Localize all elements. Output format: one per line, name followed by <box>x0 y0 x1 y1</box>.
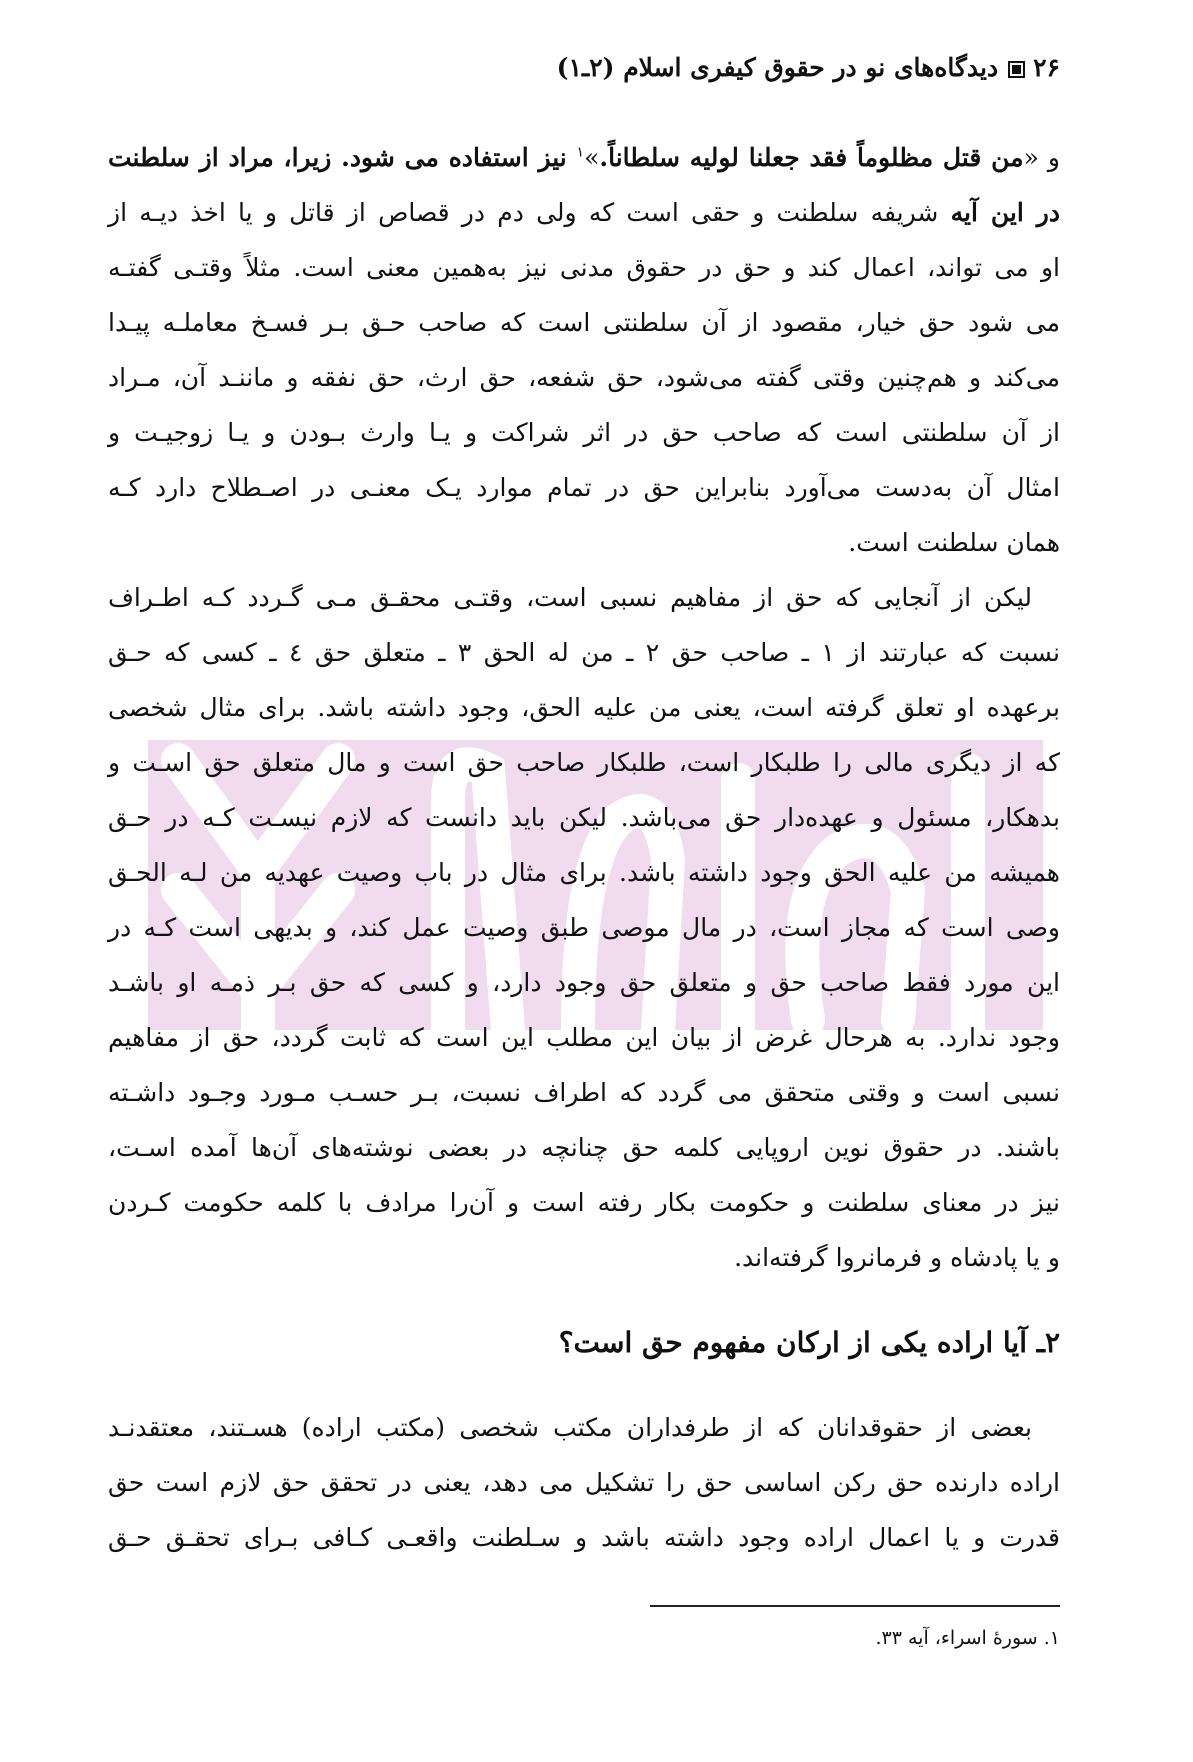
section-heading: ۲ـ آیا اراده یکی از ارکان مفهوم حق است؟ <box>558 1326 1060 1359</box>
text-segment: می شود حق خیار، مقصود از آن سلطنتی است که صاحب حـق بـر فسـخ معاملـه پیـدا <box>108 308 1060 337</box>
text-segment: » <box>584 143 600 172</box>
page-number: ۲۶ <box>1033 53 1060 82</box>
text-segment: از آن سلطنتی است که صاحب حق در اثر شراکت و یـا وارث بـودن و یـا زوجیـت و <box>108 418 1060 447</box>
text-segment: و « <box>1023 143 1060 172</box>
text-line <box>108 515 1060 570</box>
paragraph-1 <box>108 130 1060 570</box>
text-segment: شریفه سلطنت و حقی است که ولی دم در قصاص از قاتل و یا اخذ دیـه از <box>108 198 951 227</box>
text-line: نسبت که عبارتند از ۱ ـ صاحب حق ۲ ـ من له الحق ۳ ـ متعلق حق ٤ ـ کسی که حـق <box>108 638 1060 667</box>
text-segment: او می تواند، اعمال کند و حق در حقوق مدنی نیز به‌همین معنی است. مثلاً وقتـی گفتـه <box>108 253 1060 282</box>
text-line: که از دیگری مالی را طلبکار است، طلبکار صاحب حق است و مال متعلق حق اسـت و <box>108 748 1060 777</box>
text-line: وجود ندارد. به هرحال غرض از بیان این مطلب این است که ثابت گردد، حق از مفاهیم <box>108 1023 1060 1052</box>
text-line: وصی است که مجاز است، در مال موصی طبق وصیت عمل کند، و بدیهی است کـه در <box>108 913 1060 942</box>
text-line: لیکن از آنجایی که حق از مفاهیم نسبی است، وقتـی محقـق مـی گـردد کـه اطـراف <box>108 583 1032 612</box>
book-title: دیدگاه‌های نو در حقوق کیفری اسلام (۲ـ۱) <box>556 53 999 82</box>
footnote: ۱. سورهٔ اسراء، آیه ۳۳. <box>875 1627 1060 1649</box>
text-segment: می‌کند و هم‌چنین وقتی گفته می‌شود، حق شفعه، حق ارث، حق نفقه و ماننـد آن، مـراد <box>108 363 1060 392</box>
footnote-divider <box>650 1605 1060 1607</box>
footnote-marker: ۱ <box>576 144 585 161</box>
text-line: و یا پادشاه و فرمانروا گرفته‌اند. <box>734 1243 1060 1272</box>
text-line: بدهکار، مسئول و عهده‌دار حق می‌باشد. لیکن باید دانست که لازم نیسـت کـه در حـق <box>108 803 1060 832</box>
text-segment: در این آیه <box>950 198 1061 227</box>
text-line: بعضی از حقوقدانان که از طرفداران مکتب شخصی (مکتب اراده) هسـتند، معتقدنـد <box>108 1413 1032 1442</box>
text-line: قدرت و یا اعمال اراده وجود داشته باشد و سـلطنت واقعـی کـافی بـرای تحقـق حـق <box>108 1523 1060 1552</box>
text-line <box>108 130 1060 185</box>
main-text <box>108 130 1060 1285</box>
text-line <box>108 185 1060 240</box>
text-line: این مورد فقط صاحب حق و متعلق حق وجود دارد، و کسی که حق بـر ذمـه او باشـد <box>108 968 1060 997</box>
text-line <box>108 240 1060 295</box>
text-line: برعهده او تعلق گرفته است، یعنی من علیه الحق، وجود داشته باشد. برای مثال شخصی <box>108 693 1060 722</box>
paragraph-2 <box>108 570 1060 1285</box>
text-segment: امثال آن به‌دست می‌آورد بنابراین حق در تمام موارد یـک معنـی در اصـطلاح دارد کـه <box>108 473 1060 502</box>
text-line: اراده دارنده حق رکن اساسی حق را تشکیل می دهد، یعنی در تحقق حق لازم است حق <box>108 1468 1060 1497</box>
text-line <box>108 405 1060 460</box>
text-segment: من قتل مظلوماً فقد جعلنا لولیه سلطاناً. <box>599 143 1024 172</box>
text-line <box>108 295 1060 350</box>
text-line: نیز در معنای سلطنت و حکومت بکار رفته است و آن‌را مرادف با کلمه حکومت کـردن <box>108 1188 1060 1217</box>
text-line: نسبی است و وقتی متحقق می گردد که اطراف نسبت، بـر حسـب مـورد وجـود داشـته <box>108 1078 1060 1107</box>
text-line: همیشه من علیه الحق وجود داشته باشد. برای مثال در باب وصیت عهدیه من لـه الحـق <box>108 858 1060 887</box>
paragraph-3 <box>108 1400 1060 1565</box>
square-bullet-icon <box>1008 61 1025 78</box>
text-line <box>108 350 1060 405</box>
text-segment: نیز استفاده می شود. زیرا، مراد از سلطنت <box>108 143 577 172</box>
text-segment: همان سلطنت است. <box>848 528 1060 557</box>
text-line: باشند. در حقوق نوین اروپایی کلمه حق چنانچه در بعضی نوشته‌های آن‌ها آمده اسـت، <box>108 1133 1060 1162</box>
running-header <box>557 48 1060 88</box>
text-line <box>108 460 1060 515</box>
